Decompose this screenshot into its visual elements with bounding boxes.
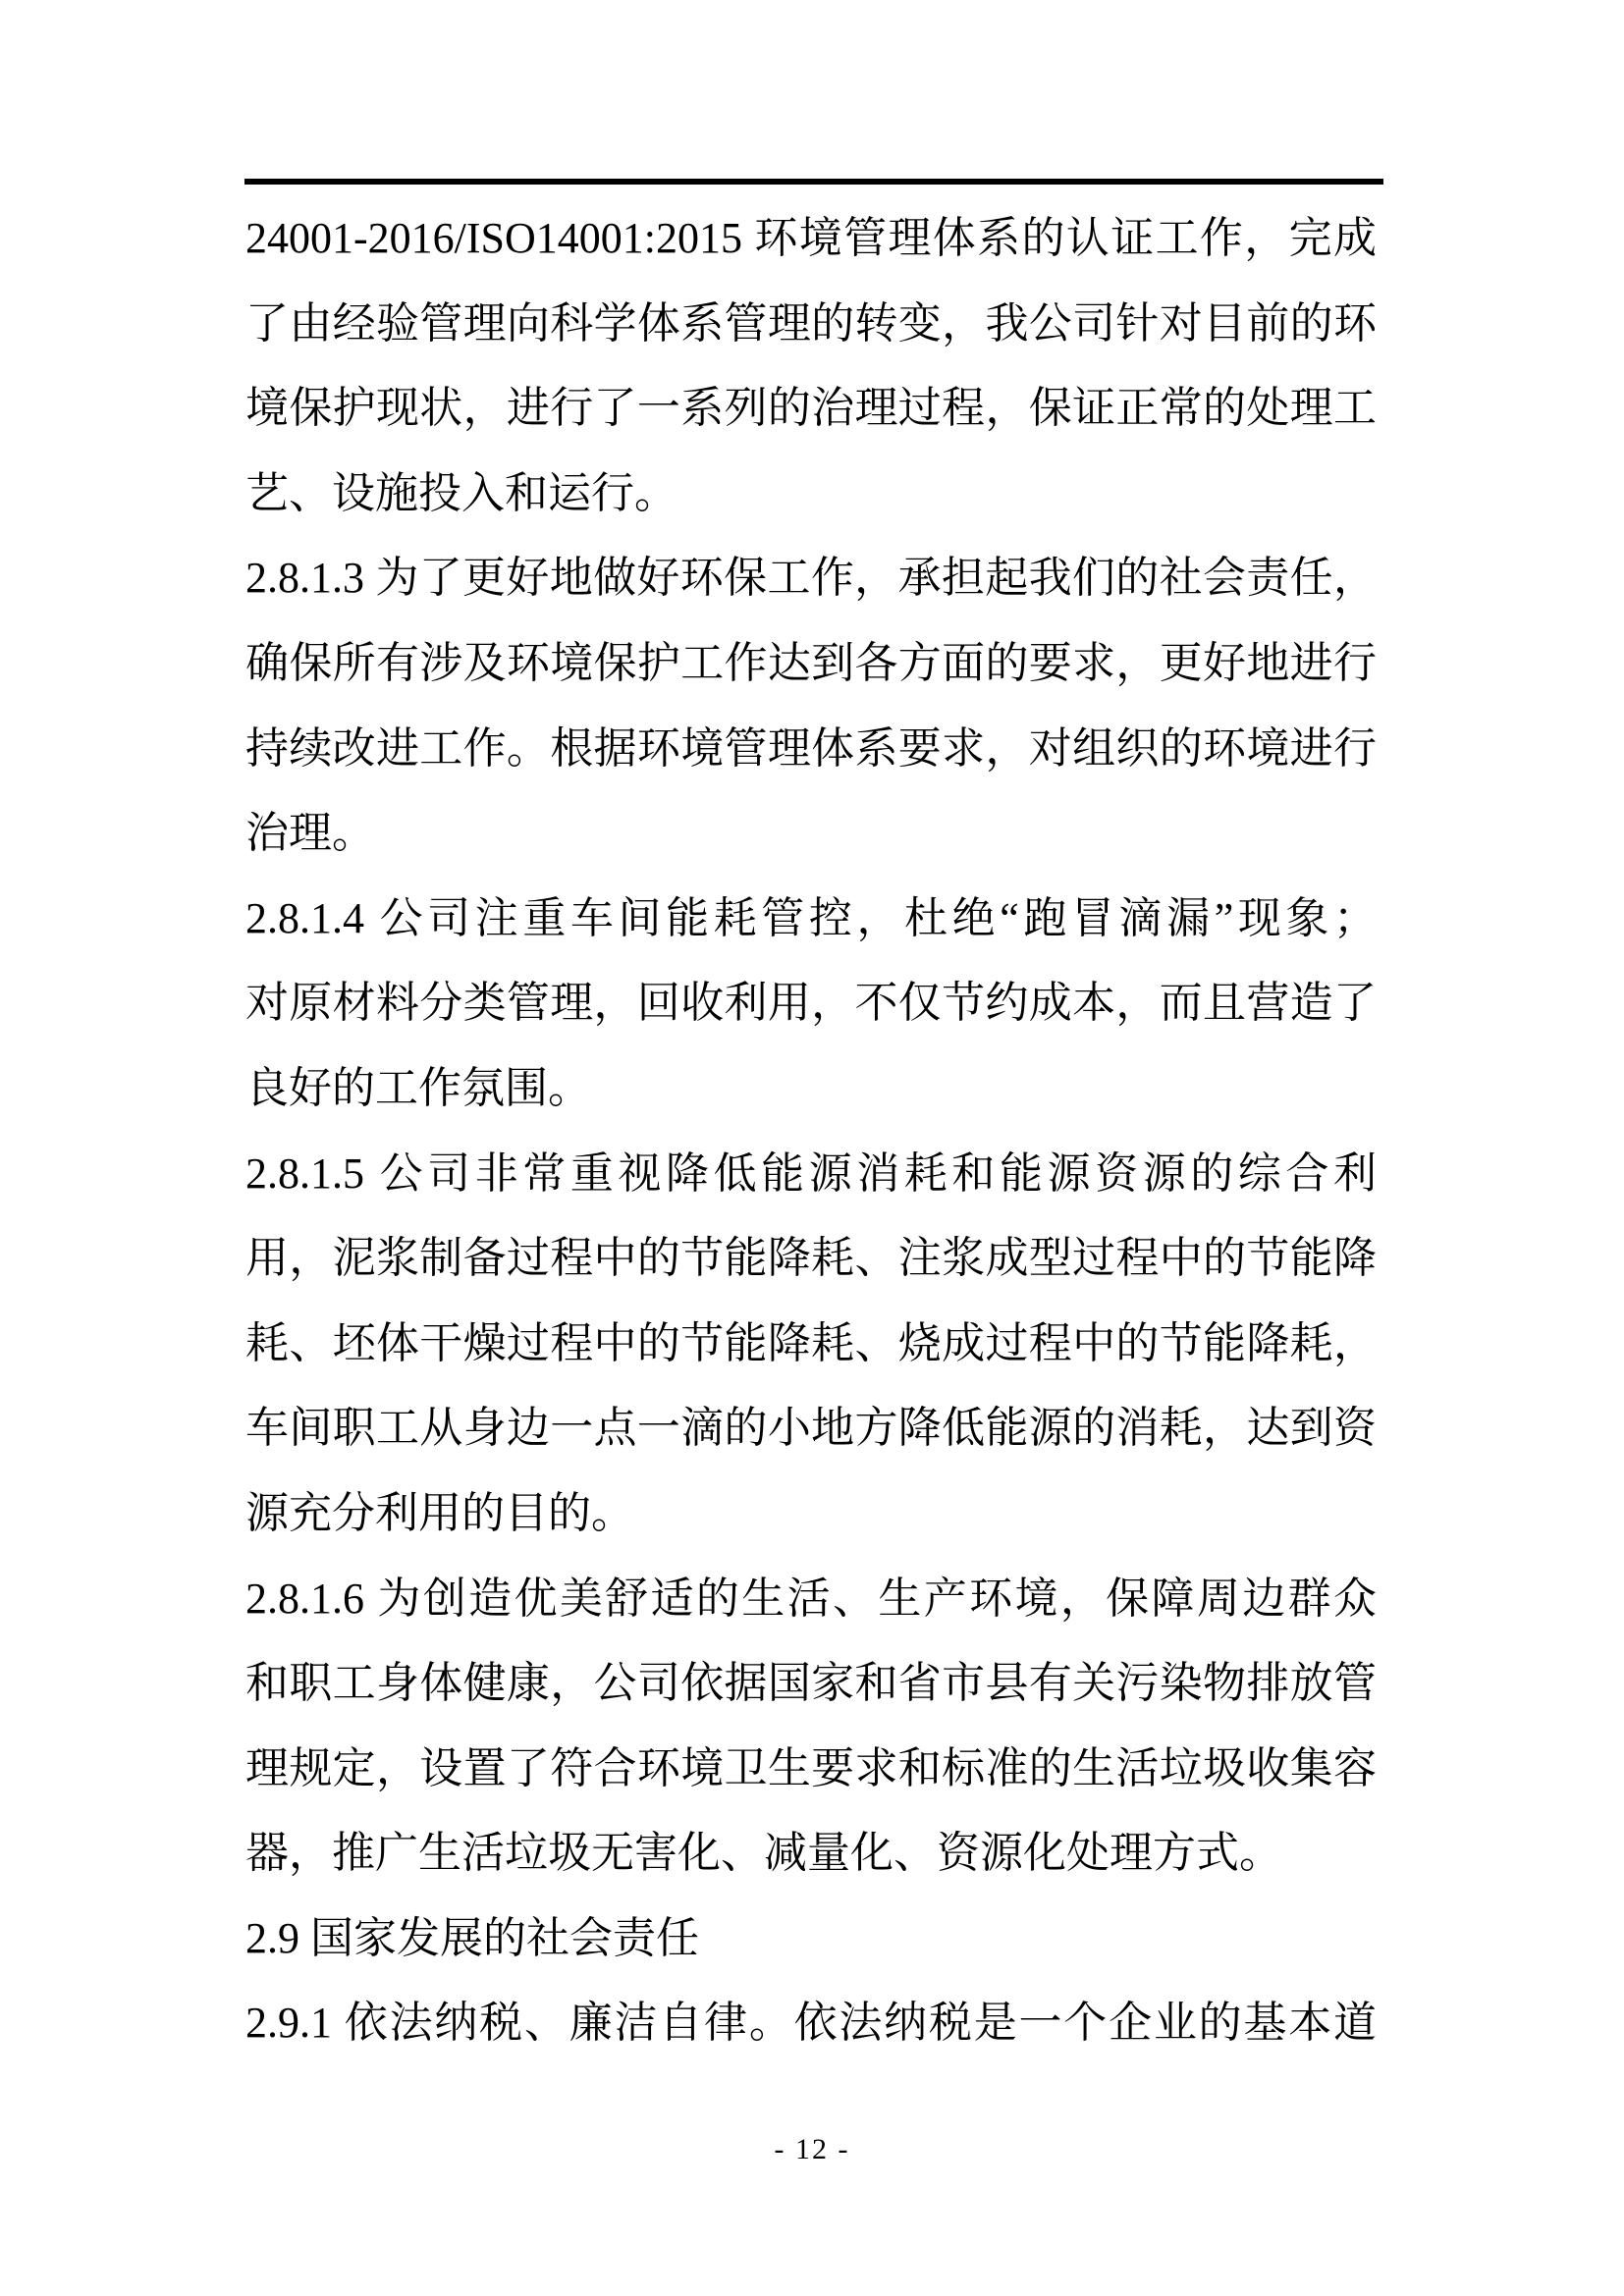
text-line: 用，泥浆制备过程中的节能降耗、注浆成型过程中的节能降 [245,1234,1377,1283]
text-line: 2.8.1.5 公司非常重视降低能源消耗和能源资源的综合利 [245,1148,1377,1198]
text-line: 理规定，设置了符合环境卫生要求和标准的生活垃圾收集容 [245,1743,1377,1792]
text-line: 2.8.1.6 为创造优美舒适的生活、生产环境，保障周边群众 [245,1574,1377,1623]
page-number: - 12 - [774,2133,850,2165]
text-line: 治理。 [245,809,375,858]
text-line: 24001-2016/ISO14001:2015 环境管理体系的认证工作，完成 [245,214,1377,262]
header-rule [244,179,1383,185]
text-line: 2.9 国家发展的社会责任 [245,1913,699,1962]
text-line: 确保所有涉及环境保护工作达到各方面的要求，更好地进行 [245,638,1377,687]
text-line: 车间职工从身边一点一滴的小地方降低能源的消耗，达到资 [245,1404,1377,1453]
text-line: 源充分利用的目的。 [245,1488,634,1537]
text-line: 对原材料分类管理，回收利用，不仅节约成本，而且营造了 [245,979,1377,1028]
text-line: 2.8.1.3 为了更好地做好环保工作，承担起我们的社会责任， [245,554,1377,603]
text-line: 器，推广生活垃圾无害化、减量化、资源化处理方式。 [245,1829,1282,1878]
text-line: 和职工身体健康，公司依据国家和省市县有关污染物排放管 [245,1659,1377,1708]
text-line: 2.9.1 依法纳税、廉洁自律。依法纳税是一个企业的基本道 [245,1999,1377,2048]
text-line: 2.8.1.4 公司注重车间能耗管控，杜绝“跑冒滴漏”现象； [245,893,1377,942]
text-line: 了由经验管理向科学体系管理的转变，我公司针对目前的环 [245,298,1377,347]
text-line: 艺、设施投入和运行。 [245,468,677,517]
text-line: 耗、坯体干燥过程中的节能降耗、烧成过程中的节能降耗， [245,1318,1377,1367]
text-line: 良好的工作氛围。 [245,1063,591,1112]
text-line: 境保护现状，进行了一系列的治理过程，保证正常的处理工 [245,384,1377,433]
body-text [245,196,1377,2066]
text-line: 持续改进工作。根据环境管理体系要求，对组织的环境进行 [245,723,1377,773]
